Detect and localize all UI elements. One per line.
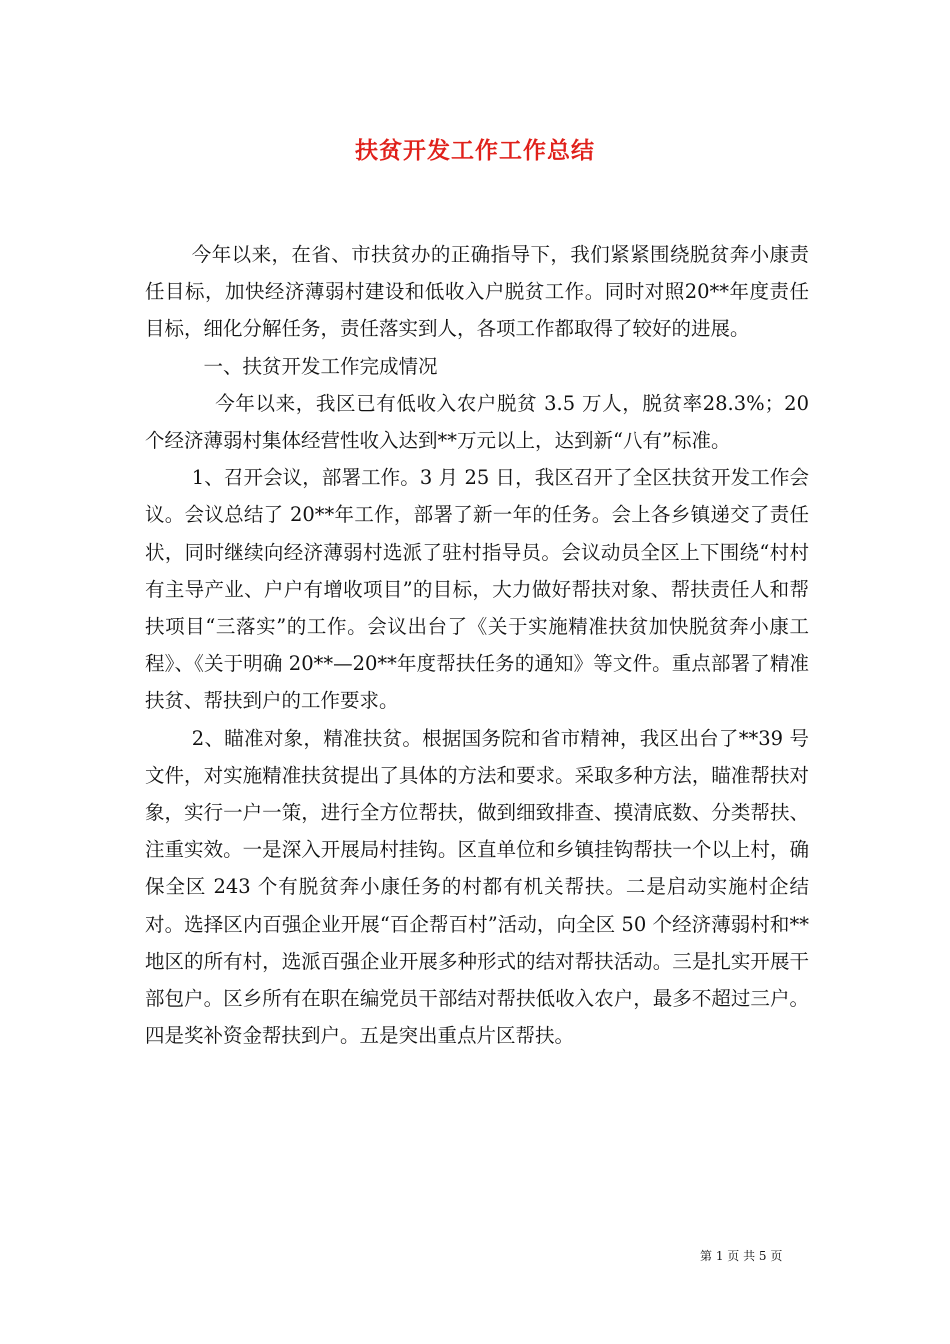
item-1-paragraph: 1、召开会议，部署工作。3 月 25 日，我区召开了全区扶贫开发工作会议。会议总结了 20**年工作，部署了新一年的任务。会上各乡镇递交了责任状，同时继续向经济薄弱村选派了驻村指导员。会议动员全区上下围绕“村村有主导产业、户户有增收项目”的目标，大力做好帮扶对象、帮扶责任人和帮扶项目“三落实”的工作。会议出台了《关于实施精准扶贫加快脱贫奔小康工程》、《关于明确 20**—20**年度帮扶任务的通知》等文件。重点部署了精准扶贫、帮扶到户的工作要求。 — [145, 466, 809, 713]
intro-paragraph: 今年以来，在省、市扶贫办的正确指导下，我们紧紧围绕脱贫奔小康责任目标，加快经济薄弱村建设和低收入户脱贫工作。同时对照20**年度责任目标，细化分解任务，责任落实到人，各项工作都取得了较好的进展。 — [145, 243, 809, 341]
item-2-paragraph: 2、瞄准对象，精准扶贫。根据国务院和省市精神，我区出台了**39 号文件，对实施精准扶贫提出了具体的方法和要求。采取多种方法，瞄准帮扶对象，实行一户一策，进行全方位帮扶，做到细致排查、摸清底数、分类帮扶、注重实效。一是深入开展局村挂钩。区直单位和乡镇挂钩帮扶一个以上村，确保全区 243 个有脱贫奔小康任务的村都有机关帮扶。二是启动实施村企结对。选择区内百强企业开展“百企帮百村”活动，向全区 50 个经济薄弱村和**地区的所有村，选派百强企业开展多种形式的结对帮扶活动。三是扎实开展干部包户。区乡所有在职在编党员干部结对帮扶低收入农户，最多不超过三户。四是奖补资金帮扶到户。五是突出重点片区帮扶。 — [145, 726, 809, 1048]
summary-paragraph: 今年以来，我区已有低收入农户脱贫 3.5 万人，脱贫率28.3%；20 个经济薄弱村集体经营性收入达到**万元以上，达到新“八有”标准。 — [145, 391, 809, 453]
page-number: 第 1 页 共 5 页 — [700, 1249, 783, 1263]
document-body — [145, 236, 809, 1054]
section-heading: 一、扶贫开发工作完成情况 — [203, 354, 438, 378]
document-title: 扶贫开发工作工作总结 — [355, 137, 595, 164]
